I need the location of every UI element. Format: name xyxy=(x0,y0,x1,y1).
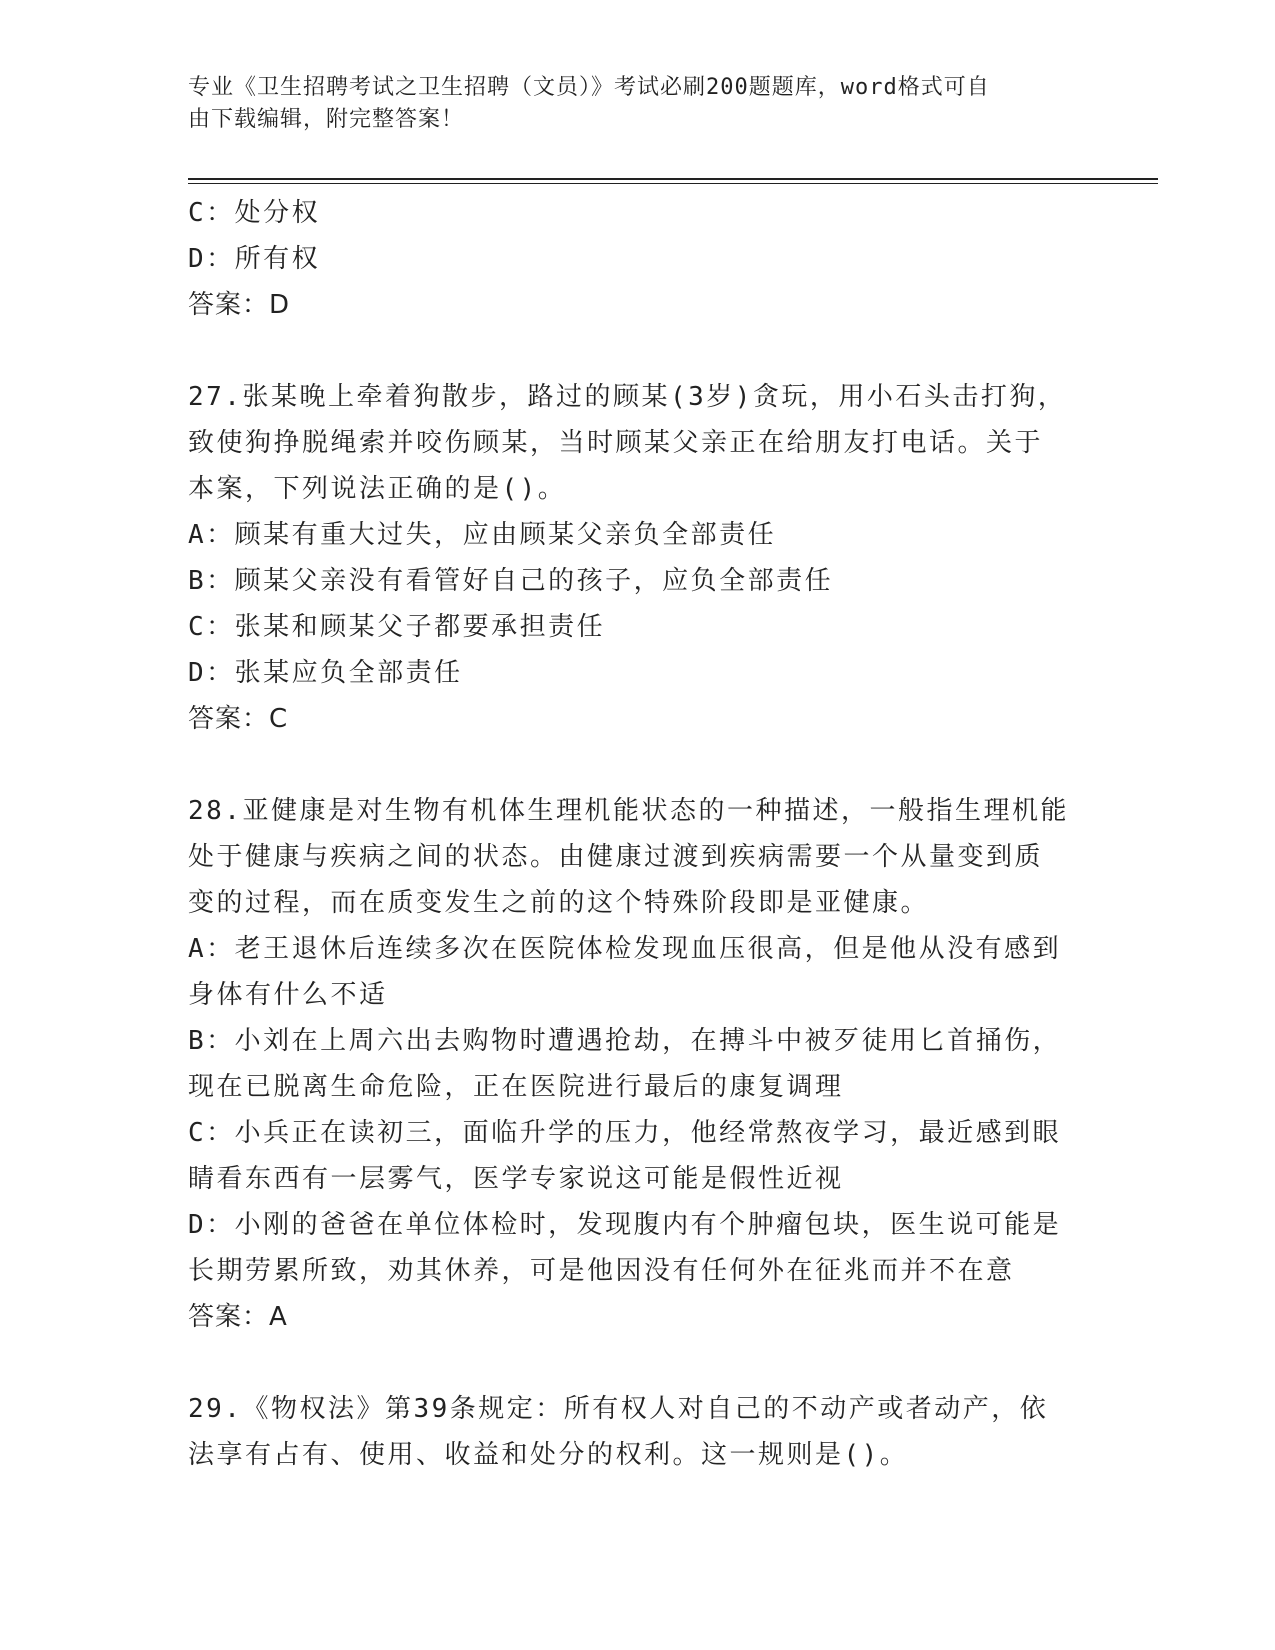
question-stem: 法享有占有、使用、收益和处分的权利。这一规则是()。 xyxy=(188,1440,909,1470)
option-c: C：处分权 xyxy=(188,198,321,228)
option-b-continued: 现在已脱离生命危险，正在医院进行最后的康复调理 xyxy=(188,1072,844,1102)
question-26-fragment xyxy=(188,190,1088,328)
question-stem: 致使狗挣脱绳索并咬伤顾某，当时顾某父亲正在给朋友打电话。关于 xyxy=(188,428,1044,458)
header-rule-thick xyxy=(188,178,1158,180)
option-b: B：小刘在上周六出去购物时遭遇抢劫，在搏斗中被歹徒用匕首捅伤， xyxy=(188,1026,1062,1056)
spacer xyxy=(188,328,1088,374)
option-a-continued: 身体有什么不适 xyxy=(188,980,388,1010)
option-c-continued: 睛看东西有一层雾气，医学专家说这可能是假性近视 xyxy=(188,1164,844,1194)
question-stem: 29.《物权法》第39条规定：所有权人对自己的不动产或者动产，依 xyxy=(188,1394,1049,1424)
option-c: C：张某和顾某父子都要承担责任 xyxy=(188,612,606,642)
option-a: A：老王退休后连续多次在医院体检发现血压很高，但是他从没有感到 xyxy=(188,934,1062,964)
question-27 xyxy=(188,374,1088,742)
document-body xyxy=(188,190,1088,1478)
answer: 答案：A xyxy=(188,1302,288,1332)
question-29 xyxy=(188,1386,1088,1478)
option-c: C：小兵正在读初三，面临升学的压力，他经常熬夜学习，最近感到眼 xyxy=(188,1118,1062,1148)
question-stem: 变的过程，而在质变发生之前的这个特殊阶段即是亚健康。 xyxy=(188,888,930,918)
option-b: B：顾某父亲没有看管好自己的孩子，应负全部责任 xyxy=(188,566,834,596)
header-line-2: 由下载编辑，附完整答案！ xyxy=(188,107,465,132)
question-stem: 处于健康与疾病之间的状态。由健康过渡到疾病需要一个从量变到质 xyxy=(188,842,1044,872)
option-d: D：所有权 xyxy=(188,244,321,274)
document-header xyxy=(188,72,1068,136)
question-stem: 本案，下列说法正确的是()。 xyxy=(188,474,567,504)
option-a: A：顾某有重大过失，应由顾某父亲负全部责任 xyxy=(188,520,777,550)
question-stem: 28.亚健康是对生物有机体生理机能状态的一种描述，一般指生理机能 xyxy=(188,796,1069,826)
question-stem: 27.张某晚上牵着狗散步，路过的顾某(3岁)贪玩，用小石头击打狗， xyxy=(188,382,1067,412)
question-28 xyxy=(188,788,1088,1340)
option-d-continued: 长期劳累所致，劝其休养，可是他因没有任何外在征兆而并不在意 xyxy=(188,1256,1015,1286)
spacer xyxy=(188,742,1088,788)
header-line-1: 专业《卫生招聘考试之卫生招聘（文员）》考试必刷200题题库，word格式可自 xyxy=(188,75,990,100)
answer: 答案：D xyxy=(188,290,291,320)
header-rule-thin xyxy=(188,183,1158,184)
option-d: D：张某应负全部责任 xyxy=(188,658,463,688)
spacer xyxy=(188,1340,1088,1386)
answer: 答案：C xyxy=(188,704,289,734)
option-d: D：小刚的爸爸在单位体检时，发现腹内有个肿瘤包块，医生说可能是 xyxy=(188,1210,1062,1240)
